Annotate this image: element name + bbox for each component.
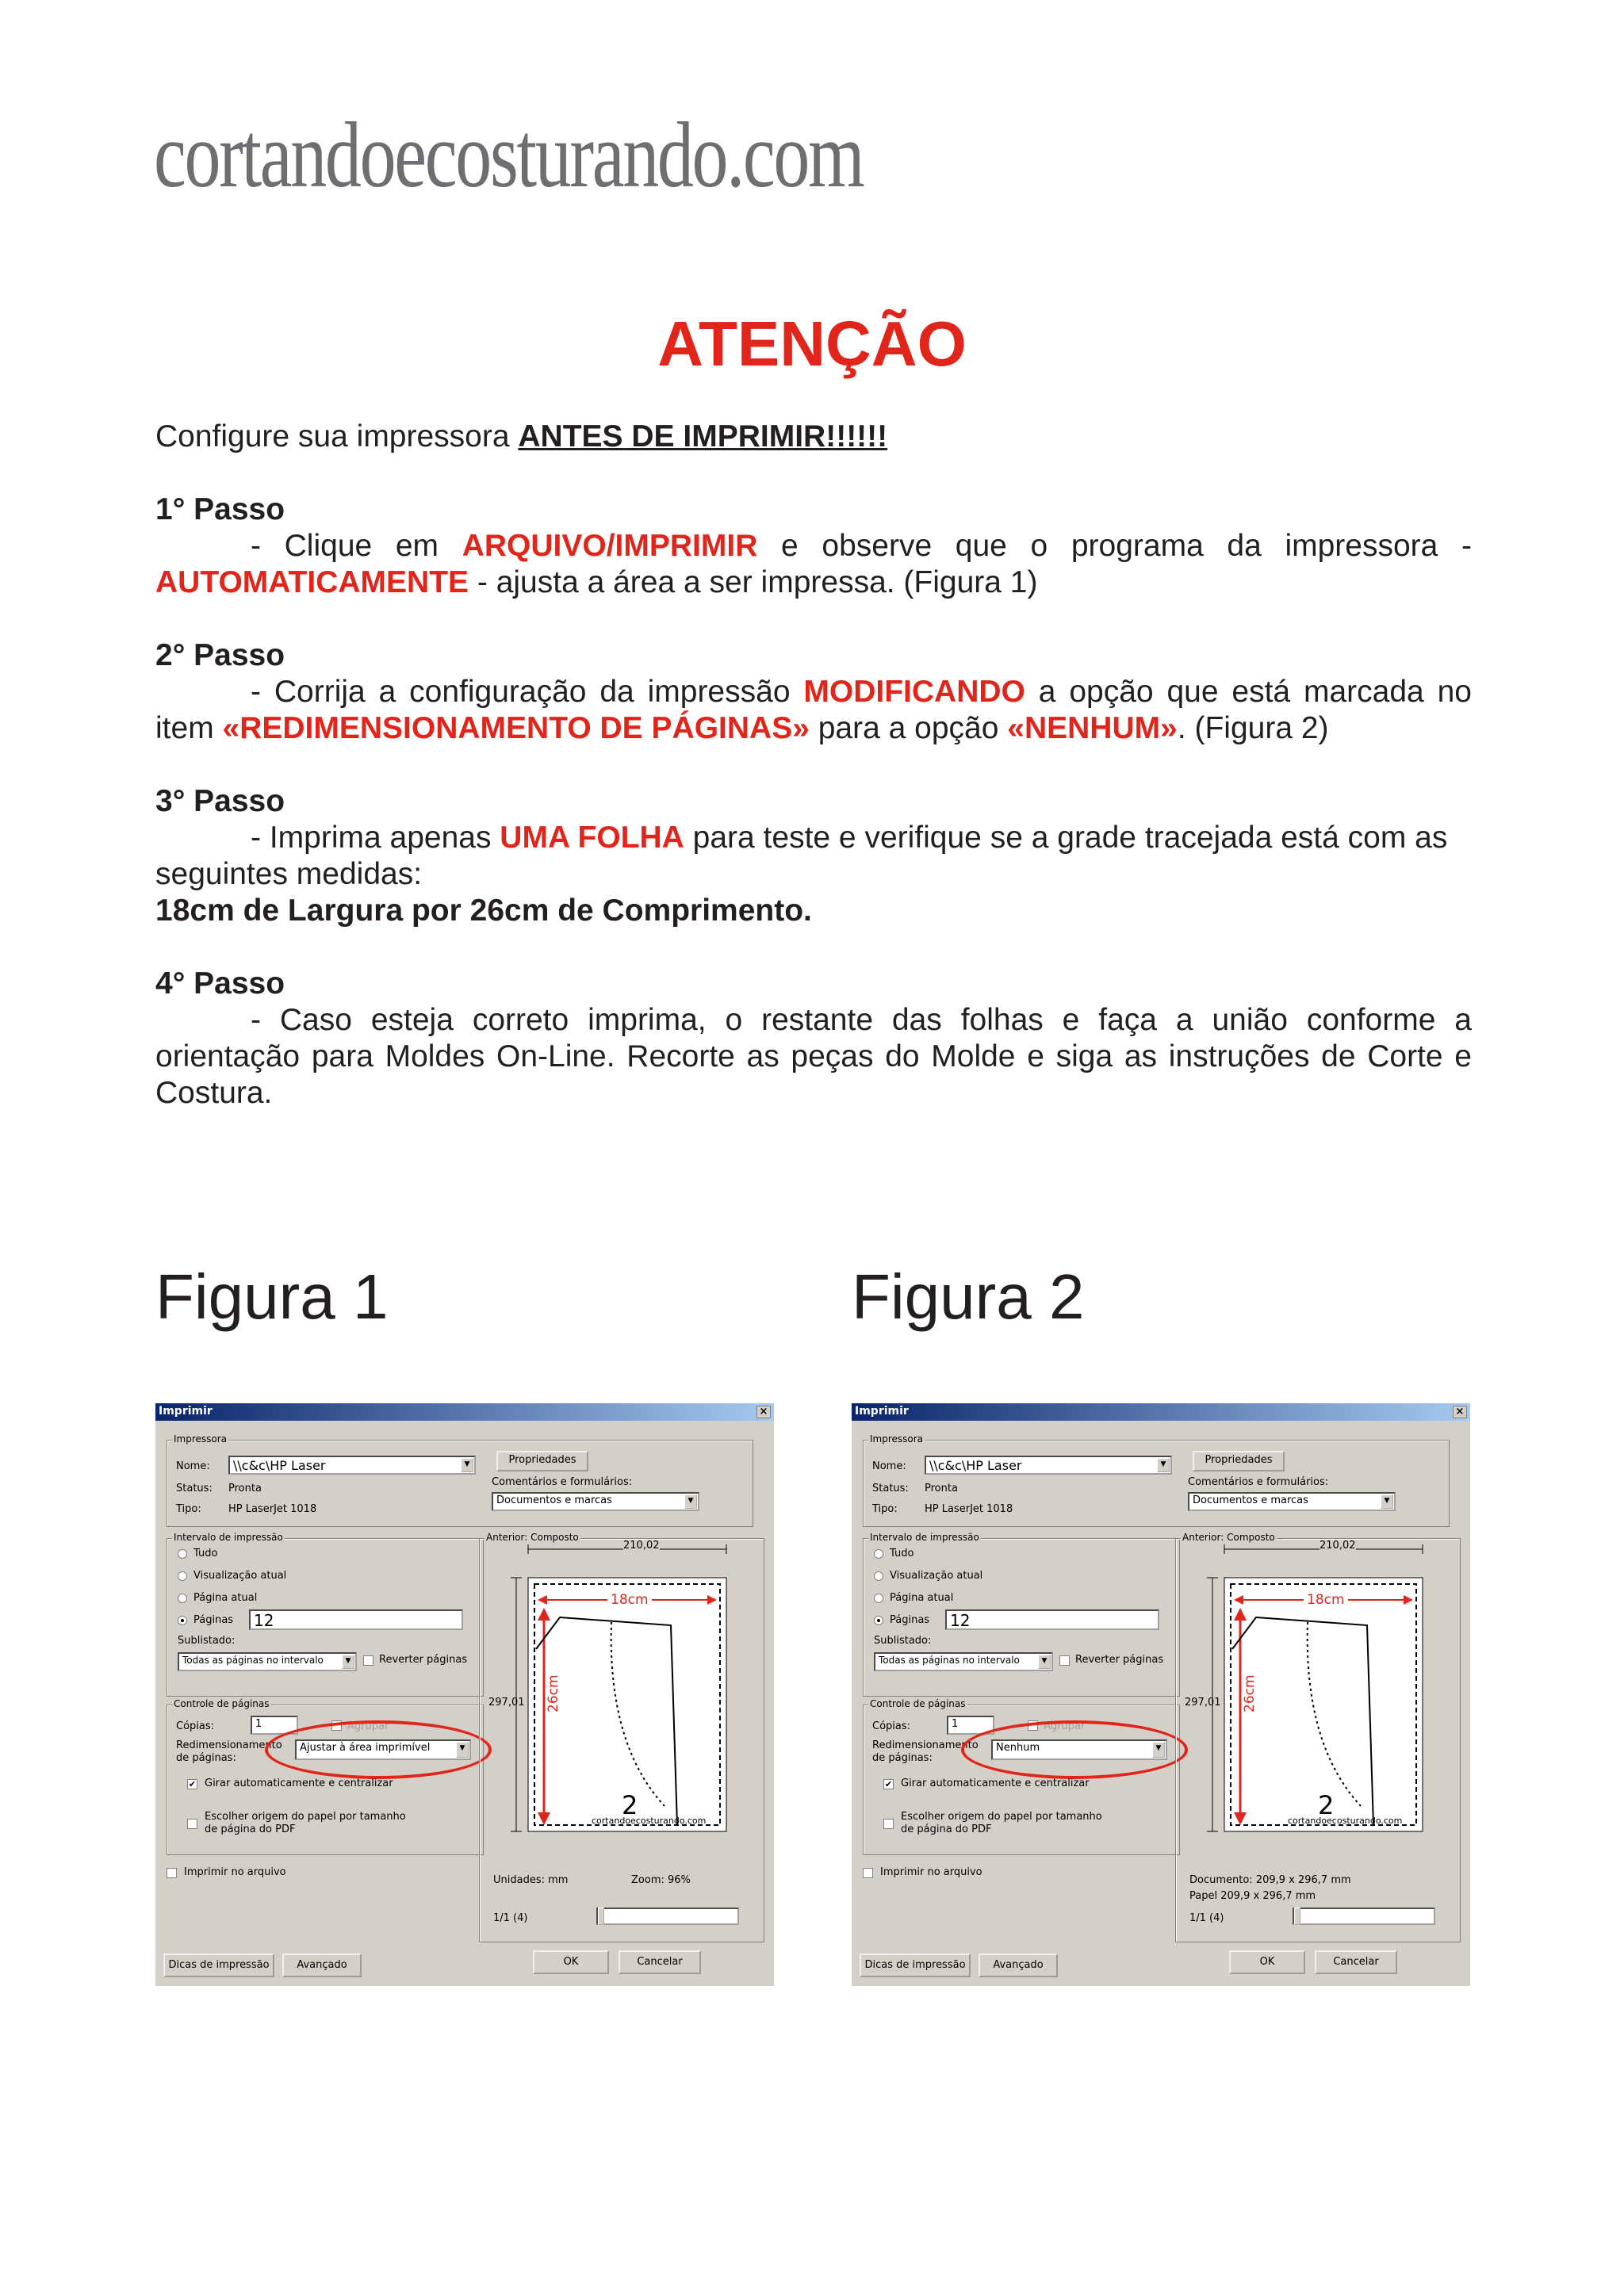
- radio-current-page[interactable]: [874, 1594, 883, 1603]
- subset-select[interactable]: Todas as páginas no intervalo ▼: [178, 1652, 357, 1671]
- preview-footer-2: Papel 209,9 x 296,7 mm: [1189, 1890, 1316, 1902]
- page-number: 2: [622, 1790, 638, 1820]
- print-to-file-checkbox[interactable]: [167, 1868, 177, 1878]
- page-slider[interactable]: [1293, 1908, 1435, 1925]
- intro-text: Configure sua impressora: [155, 419, 519, 453]
- printer-group: Impressora: [863, 1440, 1450, 1527]
- range-group: Intervalo de impressão: [167, 1538, 484, 1697]
- page-watermark: cortandoecosturando.com: [592, 1816, 707, 1826]
- dialog-titlebar: [155, 1403, 774, 1421]
- step-4-heading: 4° Passo: [155, 966, 285, 1001]
- page-preview: [1185, 1538, 1449, 1871]
- step-3-measure: 18cm de Largura por 26cm de Comprimento.: [155, 894, 812, 928]
- step-2-heading: 2° Passo: [155, 638, 285, 672]
- reverse-label: Reverter páginas: [1075, 1654, 1164, 1666]
- subset-label: Sublistado:: [874, 1635, 932, 1647]
- step-1-heading: 1° Passo: [155, 492, 285, 526]
- step-2-text: - Corrija a configuração da impressão MODIFICANDO a opção que está marcada no item «REDIMENSIONAMENTO DE PÁGINAS» para a opção «NENHUM». (Figura 2): [155, 675, 1472, 745]
- step-4-text: - Caso esteja correto imprima, o restante das folhas e faça a união conforme a orientação para Moldes On-Line. Recorte as peças do Molde e siga as instruções de Corte e Costura.: [155, 1003, 1472, 1110]
- printer-select[interactable]: \\c&c\HP Laser ▼: [925, 1456, 1172, 1475]
- printer-group: Impressora: [167, 1440, 753, 1527]
- comments-label: Comentários e formulários:: [492, 1476, 633, 1488]
- figure-2-label: Figura 2: [852, 1261, 1085, 1332]
- type-value: HP LaserJet 1018: [228, 1503, 317, 1515]
- height-cm: 26cm: [546, 1674, 561, 1712]
- pages-input[interactable]: 12: [945, 1609, 1159, 1630]
- properties-button[interactable]: Propriedades: [1193, 1451, 1285, 1471]
- page-slider[interactable]: [596, 1908, 739, 1925]
- copies-input[interactable]: 1: [947, 1716, 994, 1735]
- cancel-button[interactable]: Cancelar: [619, 1950, 701, 1974]
- figure-1-label: Figura 1: [155, 1261, 389, 1332]
- radio-all[interactable]: [874, 1549, 883, 1559]
- radio-pages[interactable]: [178, 1616, 187, 1625]
- advanced-button[interactable]: Avançado: [979, 1954, 1058, 1977]
- radio-current-view[interactable]: [874, 1571, 883, 1581]
- comments-select[interactable]: Documentos e marcas ▼: [1188, 1492, 1396, 1511]
- resize-label-1: Redimensionamento: [872, 1739, 979, 1751]
- type-label: Tipo:: [176, 1503, 201, 1515]
- type-value: HP LaserJet 1018: [925, 1503, 1013, 1515]
- width-cm: 18cm: [607, 1592, 652, 1608]
- step-1-text: - Clique em ARQUIVO/IMPRIMIR e observe que o programa da impressora - AUTOMATICAMENTE - ajusta a área a ser impressa. (Figura 1): [155, 529, 1472, 599]
- slider-thumb[interactable]: [1294, 1908, 1300, 1925]
- dialog-title: Imprimir: [855, 1405, 909, 1418]
- paper-source-checkbox[interactable]: [883, 1819, 894, 1829]
- radio-pages-label: Páginas: [193, 1614, 234, 1626]
- width-mm: 210,02: [1320, 1540, 1356, 1552]
- comments-select[interactable]: Documentos e marcas ▼: [492, 1492, 699, 1511]
- paper-source-label-1: Escolher origem do papel por tamanho: [901, 1811, 1102, 1823]
- site-logo: cortandoecosturando.com: [154, 103, 864, 207]
- type-label: Tipo:: [872, 1503, 898, 1515]
- preview-group: Anterior: Composto: [1175, 1538, 1461, 1942]
- chevron-down-icon: ▼: [456, 1742, 469, 1758]
- radio-current-view[interactable]: [178, 1571, 187, 1581]
- chevron-down-icon: ▼: [1157, 1458, 1170, 1472]
- chevron-down-icon: ▼: [342, 1655, 354, 1669]
- step-3-heading: 3° Passo: [155, 784, 285, 818]
- status-value: Pronta: [228, 1483, 262, 1494]
- radio-current-page[interactable]: [178, 1594, 187, 1603]
- status-label: Status:: [872, 1483, 909, 1494]
- radio-all-label: Tudo: [890, 1548, 914, 1559]
- copies-input[interactable]: 1: [251, 1716, 298, 1735]
- close-icon[interactable]: ×: [1453, 1406, 1467, 1418]
- collate-label: Agrupar: [347, 1720, 389, 1732]
- advanced-button[interactable]: Avançado: [282, 1954, 362, 1977]
- paper-source-checkbox[interactable]: [187, 1819, 197, 1829]
- resize-label-1: Redimensionamento: [176, 1739, 282, 1751]
- page-count: 1/1 (4): [1189, 1912, 1224, 1924]
- radio-current-view-label: Visualização atual: [890, 1570, 983, 1582]
- paper-source-label-2: de página do PDF: [205, 1823, 296, 1835]
- subset-select[interactable]: Todas as páginas no intervalo ▼: [874, 1652, 1053, 1671]
- print-to-file-label: Imprimir no arquivo: [184, 1866, 286, 1878]
- preview-footer-2: Zoom: 96%: [631, 1874, 691, 1886]
- intro-line: [155, 419, 1472, 455]
- properties-button[interactable]: Propriedades: [496, 1451, 588, 1471]
- chevron-down-icon: ▼: [684, 1494, 697, 1509]
- paper-source-label-1: Escolher origem do papel por tamanho: [205, 1811, 406, 1823]
- status-value: Pronta: [925, 1483, 958, 1494]
- name-label: Nome:: [872, 1460, 906, 1472]
- status-label: Status:: [176, 1483, 213, 1494]
- copies-label: Cópias:: [176, 1720, 215, 1732]
- autorotate-checkbox[interactable]: ✔: [188, 1779, 197, 1789]
- copies-label: Cópias:: [872, 1720, 911, 1732]
- cancel-button[interactable]: Cancelar: [1315, 1950, 1397, 1974]
- page-count: 1/1 (4): [493, 1912, 528, 1924]
- close-icon[interactable]: ×: [756, 1406, 771, 1418]
- highlight-oval: [265, 1720, 492, 1779]
- radio-pages-label: Páginas: [890, 1614, 930, 1626]
- width-cm: 18cm: [1304, 1592, 1348, 1608]
- page-watermark: cortandoecosturando.com: [1288, 1816, 1403, 1826]
- printer-select[interactable]: \\c&c\HP Laser ▼: [228, 1456, 476, 1475]
- collate-label: Agrupar: [1044, 1720, 1086, 1732]
- autorotate-checkbox[interactable]: ✔: [884, 1779, 893, 1789]
- range-group: Intervalo de impressão: [863, 1538, 1180, 1697]
- chevron-down-icon: ▼: [461, 1458, 473, 1472]
- print-to-file-label: Imprimir no arquivo: [880, 1866, 982, 1878]
- handling-group: Controle de páginas: [167, 1705, 484, 1855]
- chevron-down-icon: ▼: [1152, 1742, 1165, 1758]
- name-label: Nome:: [176, 1460, 210, 1472]
- autorotate-label: Girar automaticamente e centralizar: [205, 1777, 393, 1789]
- dialog-title: Imprimir: [159, 1405, 213, 1418]
- width-mm: 210,02: [623, 1540, 660, 1552]
- ok-button[interactable]: OK: [1229, 1950, 1305, 1974]
- tips-button[interactable]: Dicas de impressão: [860, 1954, 971, 1977]
- print-dialog-figure-2: [852, 1403, 1470, 1986]
- chevron-down-icon: ▼: [1381, 1494, 1393, 1509]
- step-3-text: - Imprima apenas UMA FOLHA para teste e verifique se a grade tracejada está com as seguintes medidas:: [155, 821, 1448, 891]
- preview-footer-1: Unidades: mm: [493, 1874, 569, 1886]
- reverse-label: Reverter páginas: [379, 1654, 468, 1666]
- ok-button[interactable]: OK: [533, 1950, 609, 1974]
- print-to-file-checkbox[interactable]: [863, 1868, 873, 1878]
- page-number: 2: [1318, 1790, 1335, 1820]
- tips-button[interactable]: Dicas de impressão: [163, 1954, 274, 1977]
- radio-all[interactable]: [178, 1549, 187, 1559]
- resize-label-2: de páginas:: [176, 1752, 236, 1764]
- page-title: ATENÇÃO: [657, 308, 967, 379]
- handling-group: Controle de páginas: [863, 1705, 1180, 1855]
- intro-emphasis: ANTES DE IMPRIMIR!!!!!!: [518, 419, 888, 453]
- reverse-checkbox[interactable]: [363, 1655, 373, 1666]
- page-preview: [488, 1538, 753, 1871]
- height-cm: 26cm: [1242, 1674, 1258, 1712]
- resize-select[interactable]: Nenhum ▼: [991, 1739, 1167, 1760]
- preview-footer-1: Documento: 209,9 x 296,7 mm: [1189, 1874, 1351, 1886]
- radio-pages[interactable]: [874, 1616, 883, 1625]
- autorotate-label: Girar automaticamente e centralizar: [901, 1777, 1090, 1789]
- preview-group: Anterior: Composto: [479, 1538, 764, 1942]
- chevron-down-icon: ▼: [1038, 1655, 1051, 1669]
- highlight-oval: [961, 1720, 1188, 1779]
- paper-source-label-2: de página do PDF: [901, 1823, 992, 1835]
- height-mm: 297,01: [1185, 1697, 1221, 1709]
- radio-current-view-label: Visualização atual: [193, 1570, 287, 1582]
- comments-label: Comentários e formulários:: [1188, 1476, 1329, 1488]
- height-mm: 297,01: [488, 1697, 525, 1709]
- instructions: [155, 419, 1472, 1112]
- print-dialog-figure-1: [155, 1403, 774, 1986]
- pages-input[interactable]: 12: [249, 1609, 463, 1630]
- radio-all-label: Tudo: [193, 1548, 218, 1559]
- radio-current-page-label: Página atual: [193, 1592, 258, 1604]
- resize-select[interactable]: Ajustar à área imprimível ▼: [295, 1739, 471, 1760]
- slider-thumb[interactable]: [598, 1908, 604, 1925]
- reverse-checkbox[interactable]: [1059, 1655, 1070, 1666]
- subset-label: Sublistado:: [178, 1635, 236, 1647]
- resize-label-2: de páginas:: [872, 1752, 933, 1764]
- dialog-titlebar: [852, 1403, 1470, 1421]
- radio-current-page-label: Página atual: [890, 1592, 954, 1604]
